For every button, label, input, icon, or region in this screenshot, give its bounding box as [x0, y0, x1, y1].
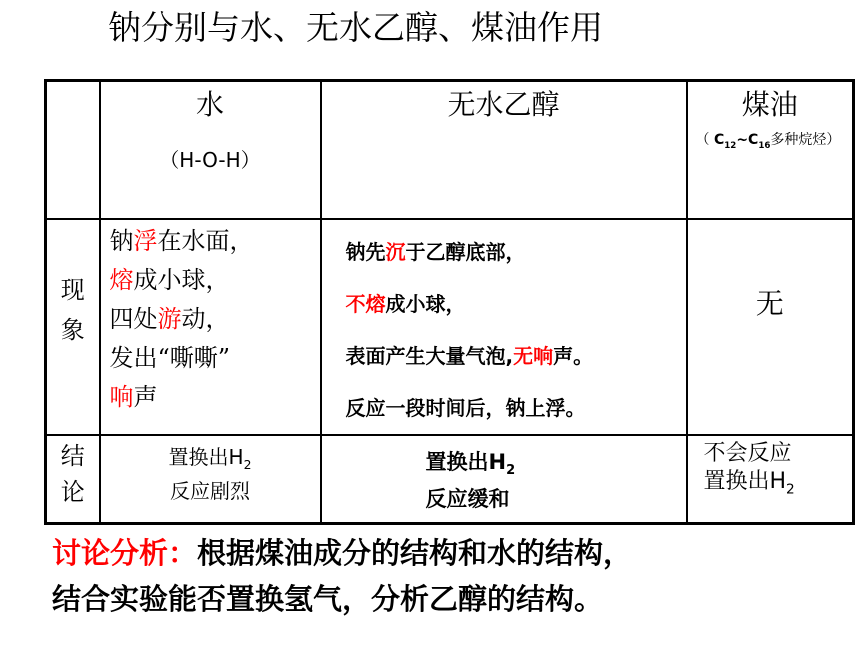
- water-obs-line-2: 熔成小球，: [109, 265, 230, 294]
- discussion-line-2: 结合实验能否置换氢气，分析乙醇的结构。: [52, 582, 604, 616]
- ethanol-conclusion: [321, 435, 687, 524]
- kerosene-conc-line-1: 不会反应: [703, 440, 792, 466]
- water-formula: （H-O-H）: [159, 148, 261, 172]
- discussion-label: 讨论分析：: [52, 536, 198, 570]
- water-name: 水: [195, 88, 224, 121]
- conclusion-row: [46, 435, 854, 524]
- comparison-table: [44, 79, 855, 525]
- kerosene-phenomenon: 无: [687, 219, 854, 435]
- page-title: 钠分别与水、无水乙醇、煤油作用: [108, 8, 603, 47]
- phenomenon-row: [46, 219, 854, 435]
- header-row: [46, 81, 854, 219]
- ethanol-phenomenon: [321, 219, 687, 435]
- phenomenon-label: 现 象: [46, 219, 100, 435]
- corner-cell: [46, 81, 100, 219]
- ethanol-obs-line-3: 表面产生大量气泡,无响声。: [345, 343, 594, 368]
- water-conclusion: [100, 435, 321, 524]
- ethanol-header: [321, 81, 687, 219]
- ethanol-conc-line-1: 置换出$H_2$: [425, 449, 516, 478]
- water-obs-line-3: 四处游动，: [109, 304, 230, 333]
- discussion-analysis: [52, 530, 842, 622]
- kerosene-composition: （ $C_{12}\sim C_{16}$多种烷烃）: [695, 132, 841, 151]
- water-obs-line-4: 发出“嘶嘶”: [109, 343, 231, 372]
- ethanol-obs-line-1: 钠先沉于乙醇底部，: [345, 239, 526, 264]
- kerosene-header: [687, 81, 854, 219]
- kerosene-name: 煤油: [741, 88, 798, 121]
- water-phenomenon: [100, 219, 321, 435]
- ethanol-obs-line-4: 反应一段时间后，钠上浮。: [345, 395, 586, 420]
- kerosene-conclusion: [687, 435, 854, 524]
- water-conc-line-1: 置换出$H_2$: [168, 444, 252, 472]
- water-obs-line-1: 钠浮在水面，: [109, 226, 254, 255]
- conclusion-label: 结 论: [46, 435, 100, 524]
- discussion-line-1: 讨论分析：根据煤油成分的结构和水的结构，: [52, 536, 633, 570]
- water-obs-line-5: 响声: [109, 382, 158, 411]
- water-header: [100, 81, 321, 219]
- water-conc-line-2: 反应剧烈: [170, 478, 250, 503]
- ethanol-name: 无水乙醇: [447, 88, 560, 121]
- kerosene-conc-line-2: 置换出$H_2$: [703, 468, 795, 497]
- ethanol-conc-line-2: 反应缓和: [425, 486, 510, 511]
- ethanol-obs-line-2: 不熔成小球，: [345, 291, 466, 316]
